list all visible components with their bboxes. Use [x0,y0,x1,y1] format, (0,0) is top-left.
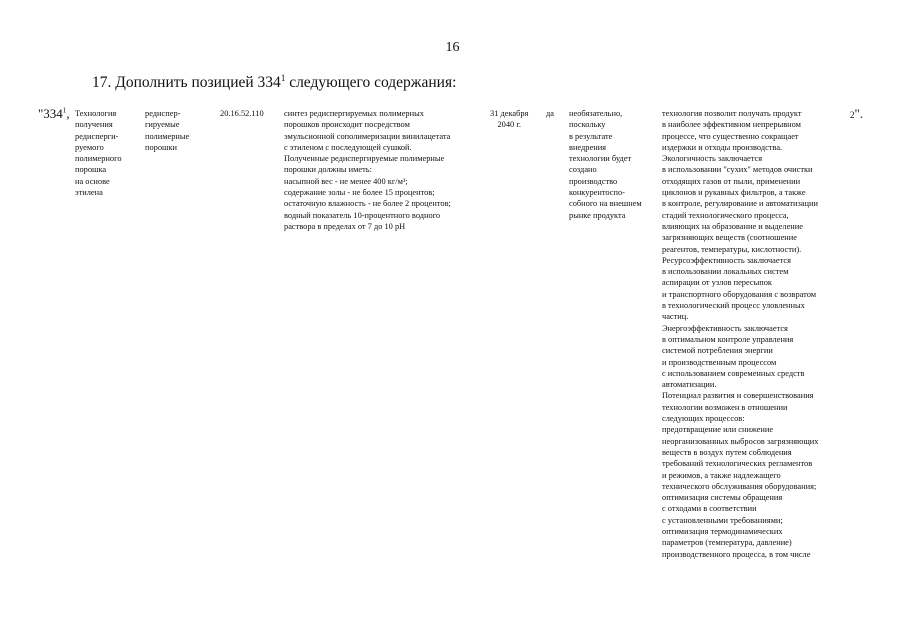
deadline-date-cell: 31 декабря 2040 г. [490,109,529,130]
technology-name-cell: Технология получения редисперги- руемого полимерного порошка на основе этилена [75,109,122,198]
justification-cell: технология позволит получать продукт в наиболее эффективном непрерывном процессе, что существенно сокращает издержки и отходы производства. Экологичность заключается в использовании "сухих" методов очистки отходящих газов от пыли, применении циклонов и рукавных фильтров, а также в контроле, регулирование и автоматизации стадий технологического процесса, влияющих на образование и выделение загрязняющих веществ (соотношение реагентов, температуры, кислотности). Ресурсоэффективность заключается в использовании локальных систем аспирации от узлов пересыпок и транспортного оборудования с возвратом в технологический процесс уловленных частиц. Энергоэффективность заключается в оптимальном контроле управления системой потребления энергии и производственным процессом с использованием современных средств автоматизации. Потенциал развития и совершенствования технологии возможен в отношении следующих процессов: предотвращение или снижение неорганизованных выбросов загрязняющих веществ в воздух путем соблюдения требований технологических регламентов и режимов, а также надлежащего технического обслуживания оборудования; оптимизация системы обращения с отходами в соответствии с установленными требованиями; оптимизация термодинамических параметров (температура, давление) производственного процесса, в том числе [662,109,819,559]
product-cell: редиспер- гируемые полимерные порошки [145,109,190,152]
closing-quote: ". [854,106,864,121]
competitiveness-cell: необязательно, поскольку в результате внедрения технологии будет создано производство конкурентоспо- собного на внешнем рынке продукта [569,109,642,220]
okpd-code-cell: 20.16.52.110 [220,109,264,118]
row-last-value: 2 [850,110,855,120]
row-number-superscript: 1 [62,106,67,115]
heading-text-start: 17. Дополнить позицией 334 [92,74,281,92]
flag-cell: да [546,109,554,118]
row-closing [850,106,863,122]
section-heading [92,73,456,92]
technology-description-cell: синтез редиспергируемых полимерных порошков происходит посредством эмульсионной сополимеризации винилацетата с этиленом с последующей сушкой. Полученные редиспергируемые полимерные порошки должны иметь: насыпной вес - не менее 400 кг/м³; содержание золы - не более 15 процентов; остаточную влажность - не более 2 процентов; водный показатель 10-процентного водного раствора в пределах от 7 до 10 pH [284,109,451,231]
row-number-text: "334 [38,106,63,121]
heading-superscript: 1 [280,73,286,83]
heading-text-end: следующего содержания: [285,74,457,92]
row-number [38,106,70,122]
row-number-comma: , [66,106,70,121]
page-number: 16 [445,40,460,55]
